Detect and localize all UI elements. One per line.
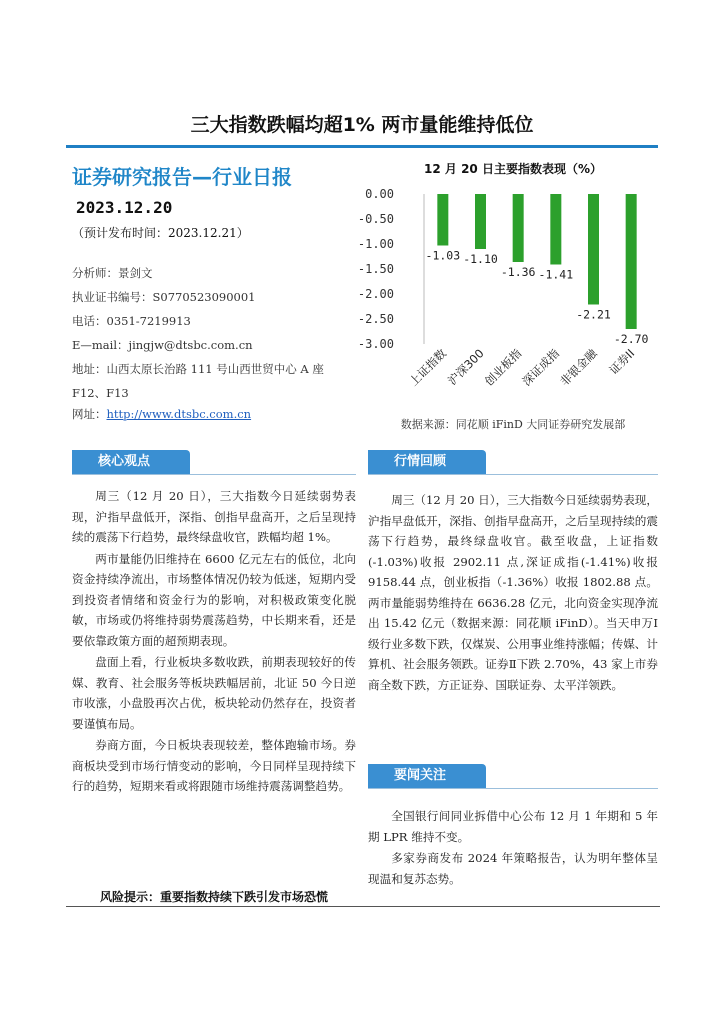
y-tick-label: -1.00	[357, 237, 394, 251]
data-label: -1.41	[538, 267, 574, 282]
bar	[437, 194, 448, 246]
risk-warning: 风险提示：重要指数持续下跌引发市场恐慌	[100, 890, 329, 904]
key-news-heading: 要闻关注	[368, 764, 486, 788]
website-label: 网址：	[72, 407, 107, 421]
core-view-divider	[72, 474, 356, 475]
bar	[475, 194, 486, 249]
page-title: 三大指数跌幅均超1% 两市量能维持低位	[190, 114, 534, 136]
website-link[interactable]: http://www.dtsbc.com.cn	[106, 407, 252, 421]
y-tick-label: -1.50	[357, 262, 394, 276]
y-tick-label: 0.00	[365, 187, 394, 201]
bar	[588, 194, 599, 305]
chart-source: 数据来源：同花顺 iFinD 大同证券研究发展部	[400, 418, 626, 431]
market-review-divider	[368, 474, 658, 475]
y-tick-label: -2.50	[357, 312, 394, 326]
core-view-paragraph: 周三（12 月 20 日），三大指数今日延续弱势表现，沪指早盘低开，深指、创指早盘高开，之后呈现持续的震荡下行趋势，最终绿盘收官，跌幅均超 1%。	[72, 489, 356, 544]
report-date: 2023.12.20	[76, 198, 173, 217]
core-view-body	[72, 486, 356, 798]
category-label: 证券II	[606, 346, 638, 378]
category-label: 上证指数	[406, 346, 449, 389]
core-view-heading: 核心观点	[72, 450, 190, 474]
data-label: -2.21	[576, 307, 611, 322]
data-label: -2.70	[613, 332, 649, 346]
y-tick-label: -0.50	[357, 212, 394, 226]
core-view-paragraph: 两市量能仍旧维持在 6600 亿元左右的低位，北向资金持续净流出，市场整体情况仍较为低迷，短期内受到投资者情绪和资金行为的影响，对积极政策变化脱敏，市场或仍将维持弱势震荡趋势，中长期来看，还是要依靠政策方面的超预期表现。	[72, 551, 356, 648]
key-news-paragraph: 多家券商发布 2024 年策略报告，认为明年整体呈现温和复苏态势。	[368, 851, 658, 886]
market-review-paragraph: 周三（12 月 20 日），三大指数今日延续弱势表现，沪指早盘低开，深指、创指早盘高开，之后呈现持续的震荡下行趋势，最终绿盘收官。截至收盘，上证指数(-1.03%)收报 2902.11 点,深证成指(-1.41%)收报 9158.44 点，创业板指（-1.36%）收报 1802.88 点。两市量能弱势维持在 6636.28 亿元，北向资金实现净流出 15.42 亿元（数据来源：同花顺 iFinD）。当天申万Ⅰ级行业多数下跌，仅煤炭、公用事业维持涨幅；传媒、计算机、社会服务领跌。证券Ⅱ下跌 2.70%，43 家上市券商全数下跌，方正证券、国联证券、太平洋领跌。	[368, 493, 658, 692]
bar	[513, 194, 524, 262]
publish-time: （预计发布时间：2023.12.21）	[72, 226, 249, 240]
analyst-address-cont: F12、F13	[72, 386, 129, 400]
y-tick-label: -2.00	[357, 287, 394, 301]
category-label: 深证成指	[519, 346, 562, 389]
chart-title: 12 月 20 日主要指数表现（%）	[424, 162, 602, 176]
analyst-phone: 电话：0351-7219913	[72, 314, 191, 328]
core-view-paragraph: 券商方面，今日板块表现较差，整体跑输市场。券商板块受到市场行情变动的影响，今日同样呈现持续下行的趋势，短期来看或将跟随市场维持震荡调整趋势。	[72, 738, 356, 793]
analyst-address: 地址：山西太原长治路 111 号山西世贸中心 A 座	[72, 362, 324, 376]
category-label: 非银金融	[557, 346, 600, 389]
market-review-heading: 行情回顾	[368, 450, 486, 474]
data-label: -1.03	[425, 248, 461, 263]
data-label: -1.10	[463, 252, 498, 266]
y-tick-label: -3.00	[357, 337, 394, 351]
analyst-name: 分析师：景剑文	[72, 266, 153, 280]
analyst-license: 执业证书编号：S0770523090001	[72, 290, 256, 304]
bar	[550, 194, 561, 265]
key-news-divider	[368, 788, 658, 789]
data-label: -1.36	[500, 265, 536, 279]
key-news-paragraph: 全国银行间同业拆借中心公布 12 月 1 年期和 5 年期 LPR 维持不变。	[368, 809, 658, 844]
title-divider	[66, 145, 658, 148]
key-news-body	[368, 806, 658, 890]
category-label: 创业板指	[481, 346, 525, 389]
website-line	[72, 407, 362, 422]
category-label: 沪深300	[444, 346, 487, 388]
bar	[626, 194, 637, 329]
bottom-divider	[66, 906, 660, 907]
market-review-body	[368, 490, 658, 696]
report-type: 证券研究报告—行业日报	[72, 165, 292, 189]
analyst-email: E—mail：jingjw@dtsbc.com.cn	[72, 338, 253, 352]
index-performance-chart	[357, 180, 658, 412]
core-view-paragraph: 盘面上看，行业板块多数收跌，前期表现较好的传媒、教育、社会服务等板块跌幅居前，北证 50 今日逆市收涨，小盘股再次占优，板块轮动仍然存在，投资者要谨慎布局。	[72, 655, 356, 731]
